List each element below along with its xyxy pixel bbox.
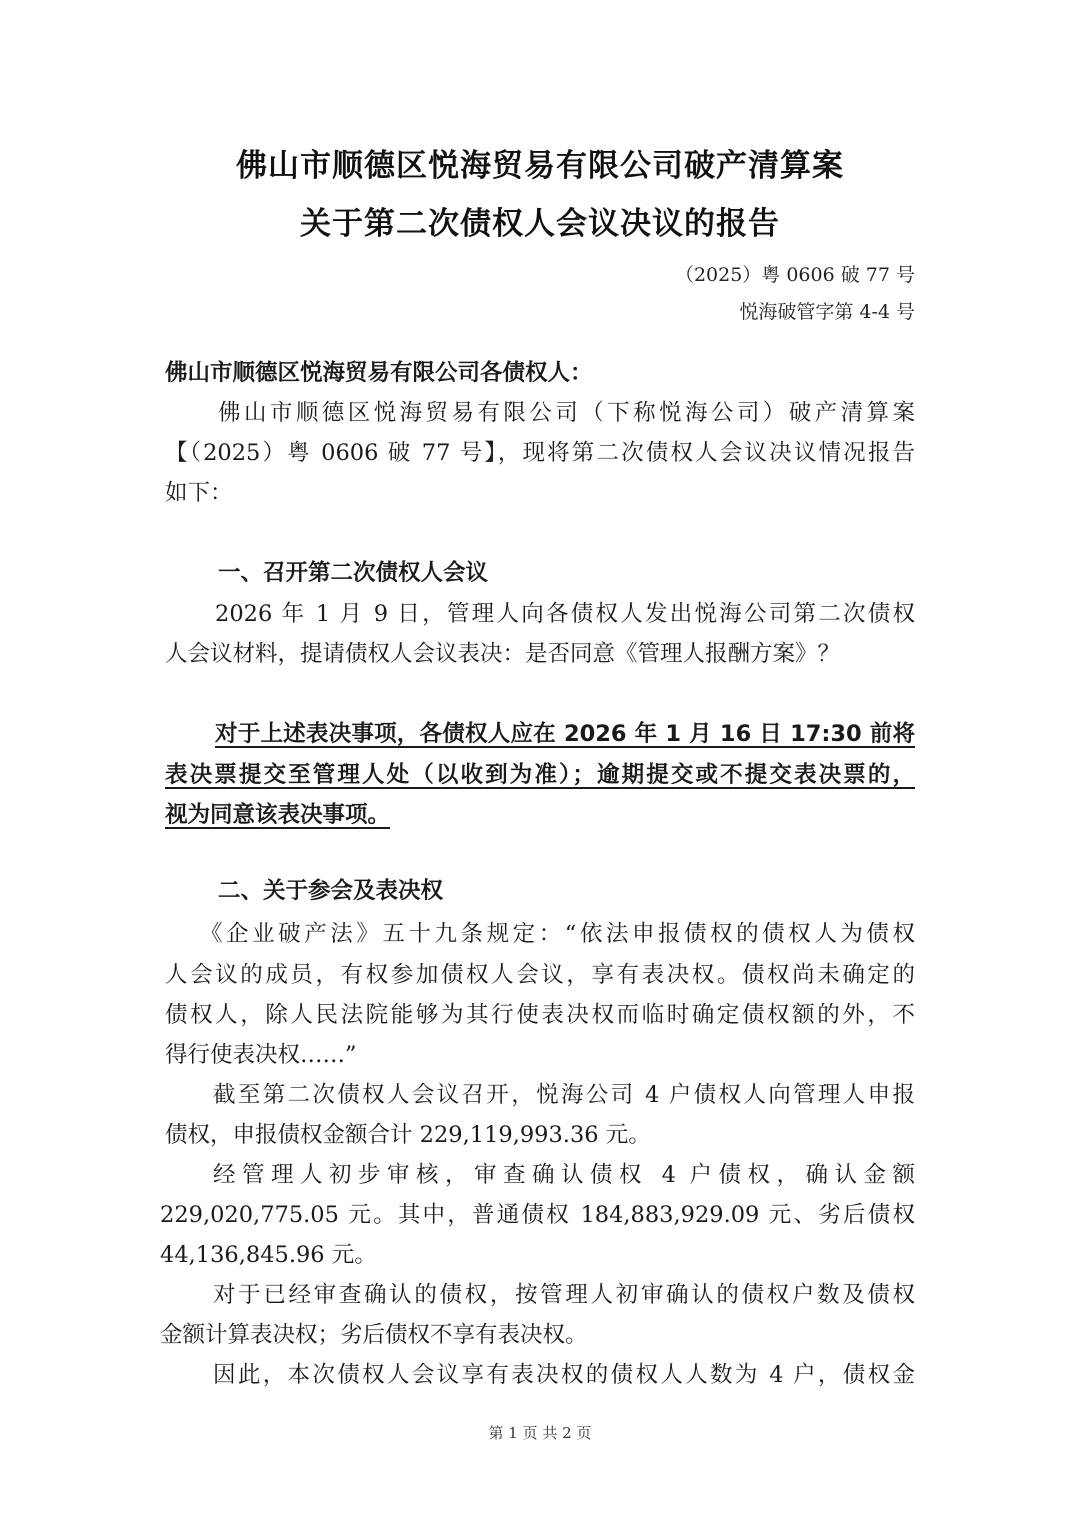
- title-line-1: 佛山市顺德区悦海贸易有限公司破产清算案: [236, 148, 844, 184]
- intro-line-1: 佛山市顺德区悦海贸易有限公司（下称悦海公司）破产清算案: [218, 400, 915, 426]
- voting-line-2: 金额计算表决权；劣后债权不享有表决权。: [160, 1322, 588, 1348]
- section1-line-1: 2026 年 1 月 9 日，管理人向各债权人发出悦海公司第二次债权: [215, 601, 915, 627]
- review-line-2: 229,020,775.05 元。其中，普通债权 184,883,929.09 元、劣后债权: [160, 1202, 915, 1228]
- conclusion-line-1: 因此，本次债权人会议享有表决权的债权人人数为 4 户，债权金: [213, 1362, 915, 1388]
- law-line-4: 得行使表决权……”: [165, 1042, 357, 1068]
- section2-heading: 二、关于参会及表决权: [218, 878, 444, 904]
- intro-line-2: 【（2025）粤 0606 破 77 号】，现将第二次债权人会议决议情况报告: [165, 440, 915, 466]
- section1-heading: 一、召开第二次债权人会议: [218, 560, 489, 586]
- review-line-3: 44,136,845.96 元。: [160, 1242, 377, 1268]
- notice-line-1: 对于上述表决事项，各债权人应在 2026 年 1 月 16 日 17:30 前将: [215, 721, 915, 747]
- law-line-2: 人会议的成员，有权参加债权人会议，享有表决权。债权尚未确定的: [165, 962, 915, 988]
- case-number: （2025）粤 0606 破 77 号: [674, 264, 915, 286]
- declared-line-1: 截至第二次债权人会议召开，悦海公司 4 户债权人向管理人申报: [213, 1082, 915, 1108]
- review-line-1: 经管理人初步审核，审查确认债权 4 户债权，确认金额: [213, 1162, 915, 1188]
- page-footer: 第 1 页 共 2 页: [488, 1424, 592, 1442]
- document-number: 悦海破管字第 4-4 号: [739, 301, 915, 323]
- notice-line-3: 视为同意该表决事项。: [165, 802, 391, 828]
- voting-line-1: 对于已经审查确认的债权，按管理人初审确认的债权户数及债权: [213, 1282, 915, 1308]
- declared-line-2: 债权，申报债权金额合计 229,119,993.36 元。: [165, 1122, 651, 1148]
- section1-line-2: 人会议材料，提请债权人会议表决：是否同意《管理人报酬方案》？: [165, 641, 841, 667]
- salutation: 佛山市顺德区悦海贸易有限公司各债权人：: [165, 360, 593, 386]
- title-line-2: 关于第二次债权人会议决议的报告: [300, 206, 780, 242]
- intro-line-3: 如下：: [165, 480, 233, 506]
- notice-line-2: 表决票提交至管理人处（以收到为准）；逾期提交或不提交表决票的，: [165, 762, 915, 788]
- law-line-1: 《企业破产法》五十九条规定：“依法申报债权的债权人为债权: [200, 921, 915, 947]
- law-line-3: 债权人，除人民法院能够为其行使表决权而临时确定债权额的外，不: [165, 1002, 915, 1028]
